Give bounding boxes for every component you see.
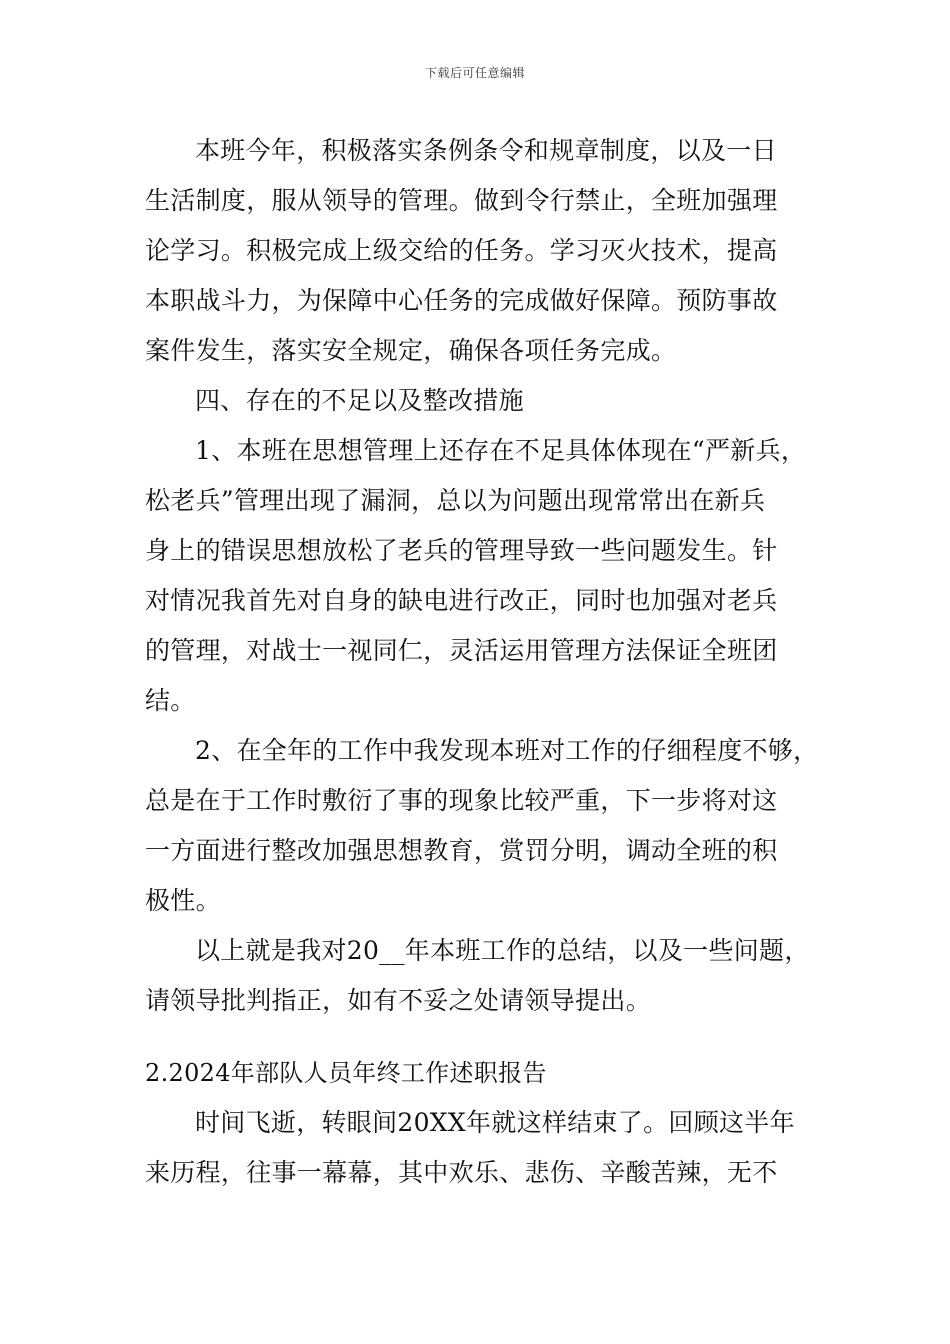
text-line: 本班今年，积极落实条例条令和规章制度，以及一日: [195, 136, 777, 165]
document-body: [145, 126, 825, 1198]
text-line: 时间飞逝，转眼间20XX年就这样结束了。回顾这半年: [195, 1108, 795, 1137]
text-line: 生活制度，服从领导的管理。做到令行禁止，全班加强理: [145, 186, 778, 215]
text-line: 结。: [145, 686, 196, 715]
text-line: 案件发生，落实安全规定，确保各项任务完成。: [145, 336, 677, 365]
section-gap: [145, 1026, 825, 1048]
text-line: 一方面进行整改加强思想教育，赏罚分明，调动全班的积: [145, 836, 778, 865]
text-line: 极性。: [145, 886, 221, 915]
text-line: 四、存在的不足以及整改措施: [195, 386, 524, 415]
text-line: 身上的错误思想放松了老兵的管理导致一些问题发生。针: [145, 536, 778, 565]
text-line: 松老兵”管理出现了漏洞，总以为问题出现常常出在新兵: [145, 486, 766, 515]
text-line: 论学习。积极完成上级交给的任务。学习灭火技术，提高: [145, 236, 778, 265]
text-line: 来历程，往事一幕幕，其中欢乐、悲伤、辛酸苦辣，无不: [145, 1158, 778, 1187]
paragraph-closing: [145, 926, 825, 1026]
paragraph-item-2: [145, 726, 825, 926]
text-line: 1、本班在思想管理上还存在不足具体体现在“严新兵，: [195, 436, 807, 465]
text-line: 对情况我首先对自身的缺电进行改正，同时也加强对老兵: [145, 586, 778, 615]
section-title: 2.2024年部队人员年终工作述职报告: [145, 1059, 547, 1087]
text-line: 本职战斗力，为保障中心任务的完成做好保障。预防事故: [145, 286, 778, 315]
paragraph-item-1: [145, 426, 825, 726]
text-line: 请领导批判指正，如有不妥之处请领导提出。: [145, 986, 652, 1015]
subheading-shortcomings: [145, 376, 825, 426]
text-line: 的管理，对战士一视同仁，灵活运用管理方法保证全班团: [145, 636, 778, 665]
text-line: 2、在全年的工作中我发现本班对工作的仔细程度不够，: [195, 736, 819, 765]
text-line: 总是在于工作时敷衍了事的现象比较严重，下一步将对这: [145, 786, 778, 815]
page-header: 下载后可任意编辑: [424, 66, 525, 80]
section-heading: [145, 1048, 825, 1098]
text-line: 以上就是我对20__年本班工作的总结，以及一些问题，: [195, 936, 810, 965]
paragraph-class-summary: [145, 126, 825, 376]
paragraph-report-intro: [145, 1098, 825, 1198]
